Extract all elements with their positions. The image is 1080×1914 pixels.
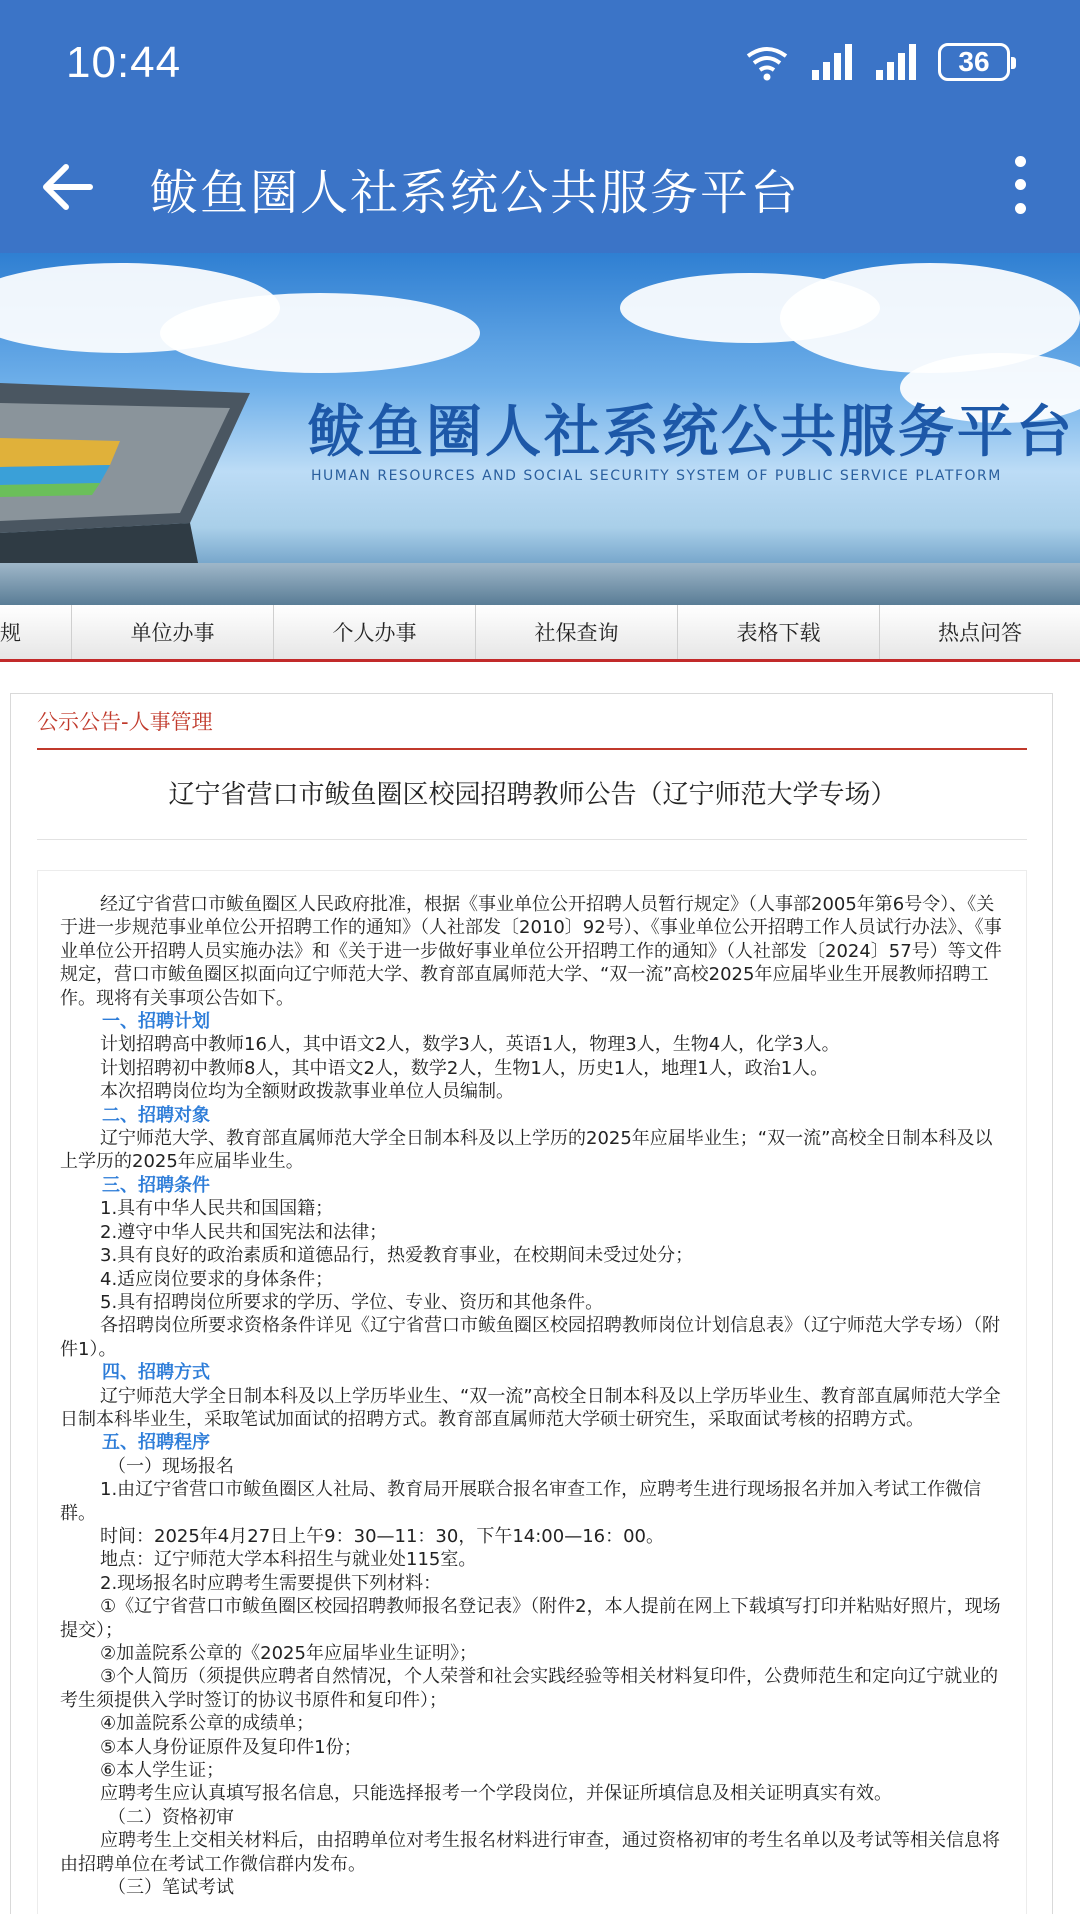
back-arrow-icon[interactable] [36, 155, 100, 219]
banner-title: 鲅鱼圈人社系统公共服务平台 [308, 400, 1075, 465]
article-title: 辽宁省营口市鲅鱼圈区校园招聘教师公告（辽宁师范大学专场） [168, 780, 897, 810]
banner-subtitle: HUMAN RESOURCES AND SOCIAL SECURITY SYSTEM OF PUBLIC SERVICE PLATFORM [311, 468, 1002, 484]
paragraph: （三）笔试考试 [108, 1877, 234, 1899]
status-bar [0, 0, 1080, 120]
paragraph: 地点：辽宁师范大学本科招生与就业处115室。 [100, 1549, 477, 1571]
paragraph: 本次招聘岗位均为全额财政拨款事业单位人员编制。 [100, 1081, 514, 1103]
article-content [60, 893, 1010, 1899]
pier-illustration [0, 563, 1080, 605]
nav-item-0[interactable]: 规 [0, 605, 72, 659]
battery-icon: 36 [938, 43, 1010, 81]
paragraph: 应聘考生应认真填写报名信息，只能选择报考一个学段岗位，并保证所填信息及相关证明真实有效。 [100, 1783, 892, 1805]
paragraph: 1.由辽宁省营口市鲅鱼圈区人社局、教育局开展联合报名审查工作，应聘考生进行现场报名并加入考试工作微信群。 [60, 1479, 982, 1524]
app-bar [0, 0, 1080, 253]
section-heading: 五、招聘程序 [102, 1432, 210, 1454]
nav-item-social-security[interactable]: 社保查询 [476, 605, 678, 659]
divider-grey [37, 839, 1027, 840]
stadium-illustration [0, 343, 260, 573]
toolbar [0, 130, 1080, 240]
nav-item-personal-affairs[interactable]: 个人办事 [274, 605, 476, 659]
paragraph: 计划招聘初中教师8人，其中语文2人，数学2人，生物1人，历史1人，地理1人，政治1人。 [100, 1057, 829, 1079]
site-banner [0, 253, 1080, 605]
paragraph: 经辽宁省营口市鲅鱼圈区人民政府批准，根据《事业单位公开招聘人员暂行规定》（人事部2005年第6号令）、《关于进一步规范事业单位公开招聘工作的通知》（人社部发〔2010〕92号）、《事业单位公开招聘工作人员试行办法》、《事业单位公开招聘人员实施办法》和《关于进一步做好事业单位公开招聘工作的通知》（人社部发〔2024〕57号）等文件规定，营口市鲅鱼圈区拟面向辽宁师范大学、教育部直属师范大学、“双一流”高校2025年应届毕业生开展教师招聘工作。现将有关事项公告如下。 [60, 894, 1002, 1009]
wifi-icon [742, 42, 792, 82]
nav-item-unit-affairs[interactable]: 单位办事 [72, 605, 274, 659]
paragraph: 5.具有招聘岗位所要求的学历、学位、专业、资历和其他条件。 [100, 1291, 604, 1313]
paragraph: 各招聘岗位所要求资格条件详见《辽宁省营口市鲅鱼圈区校园招聘教师岗位计划信息表》（辽宁师范大学专场）（附件1）。 [60, 1315, 1000, 1360]
paragraph: ④加盖院系公章的成绩单； [100, 1713, 315, 1735]
paragraph: （二）资格初审 [108, 1806, 234, 1828]
page-title: 鲅鱼圈人社系统公共服务平台 [150, 165, 801, 221]
more-menu-icon[interactable] [990, 150, 1050, 220]
paragraph: 3.具有良好的政治素质和道德品行，热爱教育事业，在校期间未受过处分； [100, 1245, 694, 1267]
breadcrumb[interactable]: 公示公告-人事管理 [37, 710, 213, 734]
nav-item-form-download[interactable]: 表格下载 [678, 605, 880, 659]
paragraph: 1.具有中华人民共和国国籍； [100, 1198, 334, 1220]
status-icons [742, 40, 1010, 84]
section-heading: 一、招聘计划 [102, 1011, 210, 1033]
paragraph: 2.现场报名时应聘考生需要提供下列材料： [100, 1572, 442, 1594]
signal-icon-2 [874, 42, 920, 82]
paragraph: ⑥本人学生证； [100, 1760, 225, 1782]
paragraph: 时间：2025年4月27日上午9：30—11：30，下午14:00—16：00。 [100, 1525, 665, 1547]
paragraph: 4.适应岗位要求的身体条件； [100, 1268, 334, 1290]
section-heading: 三、招聘条件 [102, 1174, 210, 1196]
section-heading: 四、招聘方式 [102, 1362, 210, 1384]
paragraph: 2.遵守中华人民共和国宪法和法律； [100, 1221, 388, 1243]
paragraph: 辽宁师范大学、教育部直属师范大学全日制本科及以上学历的2025年应届毕业生；“双一流”高校全日制本科及以上学历的2025年应届毕业生。 [60, 1128, 993, 1173]
article-body [37, 870, 1027, 1914]
paragraph: 计划招聘高中教师16人，其中语文2人，数学3人，英语1人，物理3人，生物4人，化学3人。 [100, 1034, 840, 1056]
paragraph: 应聘考生上交相关材料后，由招聘单位对考生报名材料进行审查，通过资格初审的考生名单以及考试等相关信息将由招聘单位在考试工作微信群内发布。 [60, 1830, 1000, 1875]
main-nav [0, 605, 1080, 662]
paragraph: ②加盖院系公章的《2025年应届毕业生证明》； [100, 1643, 477, 1664]
divider [37, 748, 1027, 750]
paragraph: ①《辽宁省营口市鲅鱼圈区校园招聘教师报名登记表》（附件2，本人提前在网上下载填写打印并粘贴好照片，现场提交）； [60, 1596, 1001, 1641]
signal-icon [810, 42, 856, 82]
section-heading: 二、招聘对象 [102, 1104, 210, 1126]
paragraph: 辽宁师范大学全日制本科及以上学历毕业生、“双一流”高校全日制本科及以上学历毕业生、教育部直属师范大学全日制本科毕业生，采取笔试加面试的招聘方式。教育部直属师范大学硕士研究生，采取面试考核的招聘方式。 [60, 1385, 1001, 1430]
article-card [10, 693, 1053, 1914]
status-time: 10:44 [66, 38, 182, 87]
paragraph: ③个人简历（须提供应聘者自然情况，个人荣誉和社会实践经验等相关材料复印件，公费师范生和定向辽宁就业的考生须提供入学时签订的协议书原件和复印件）； [60, 1666, 999, 1711]
paragraph: ⑤本人身份证原件及复印件1份； [100, 1736, 362, 1758]
paragraph: （一）现场报名 [108, 1455, 234, 1477]
nav-item-faq[interactable]: 热点问答 [938, 621, 1022, 645]
